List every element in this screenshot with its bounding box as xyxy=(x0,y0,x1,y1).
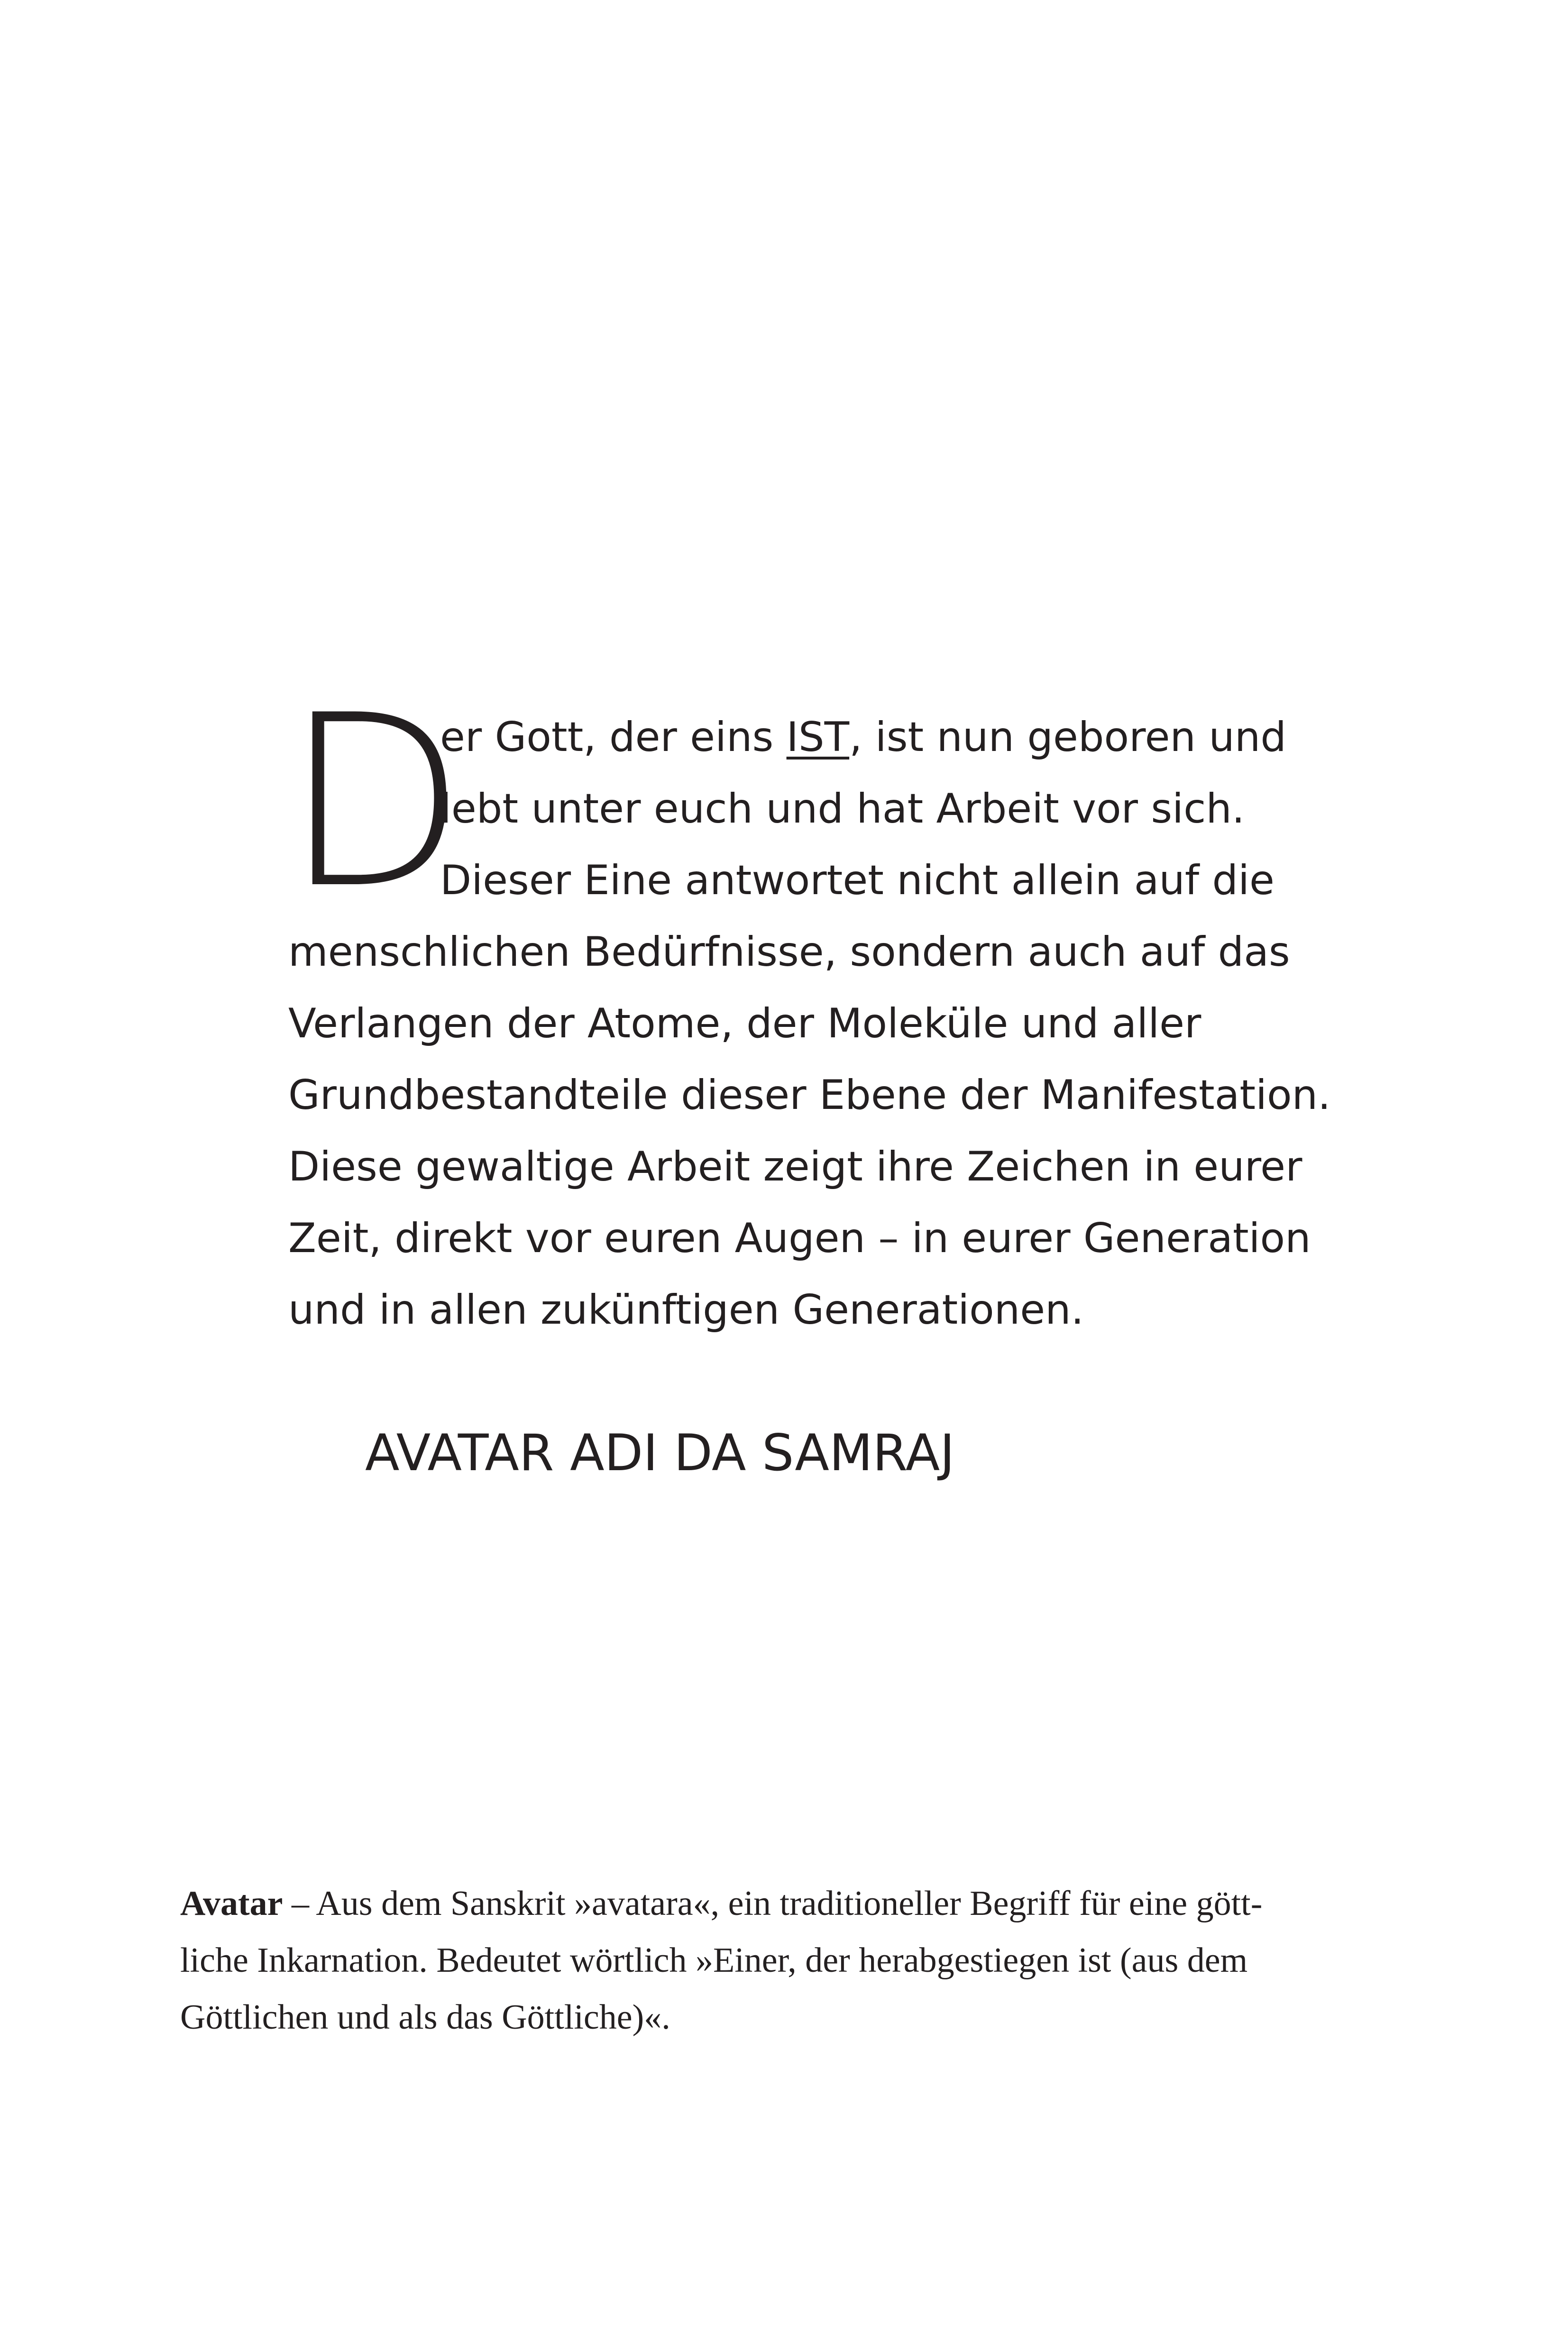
drop-cap: D xyxy=(284,664,467,940)
quote-block xyxy=(284,664,1331,1346)
footnote xyxy=(180,1875,1394,2046)
footnote-line-2: liche Inkarnation. Bedeutet wörtlich »Einer, der herabgestiegen ist (aus dem xyxy=(180,1941,1248,1980)
emphasis-ist: IST xyxy=(786,714,850,761)
footnote-term: Avatar xyxy=(180,1884,283,1923)
quote-line-5: Verlangen der Atome, der Moleküle und aller xyxy=(288,1000,1201,1047)
footnote-line-1 xyxy=(180,1875,1394,1932)
quote-line-8: Zeit, direkt vor euren Augen – in eurer Generation xyxy=(288,1215,1311,1262)
footnote-definition-start: – Aus dem Sanskrit »avatara«, ein traditioneller Begriff für eine gött- xyxy=(283,1884,1263,1923)
quote-line-6: Grundbestandteile dieser Ebene der Manifestation. xyxy=(288,1071,1331,1119)
quote-line-7: Diese gewaltige Arbeit zeigt ihre Zeichen in eurer xyxy=(288,1143,1302,1190)
quote-line-9: und in allen zukünftigen Generationen. xyxy=(288,1286,1084,1334)
quote-line-3: Dieser Eine antwortet nicht allein auf die xyxy=(440,857,1275,904)
quote-line-1-end: , ist nun geboren und xyxy=(849,714,1286,761)
author-name: AVATAR ADI DA SAMRAJ xyxy=(365,1424,955,1482)
quote-line-4: menschlichen Bedürfnisse, sondern auch auf das xyxy=(288,928,1290,976)
quote-line-2: lebt unter euch und hat Arbeit vor sich. xyxy=(440,785,1245,833)
footnote-line-3: Göttlichen und als das Göttliche)«. xyxy=(180,1998,670,2037)
quote-line-1-start: er Gott, der eins xyxy=(440,714,787,761)
